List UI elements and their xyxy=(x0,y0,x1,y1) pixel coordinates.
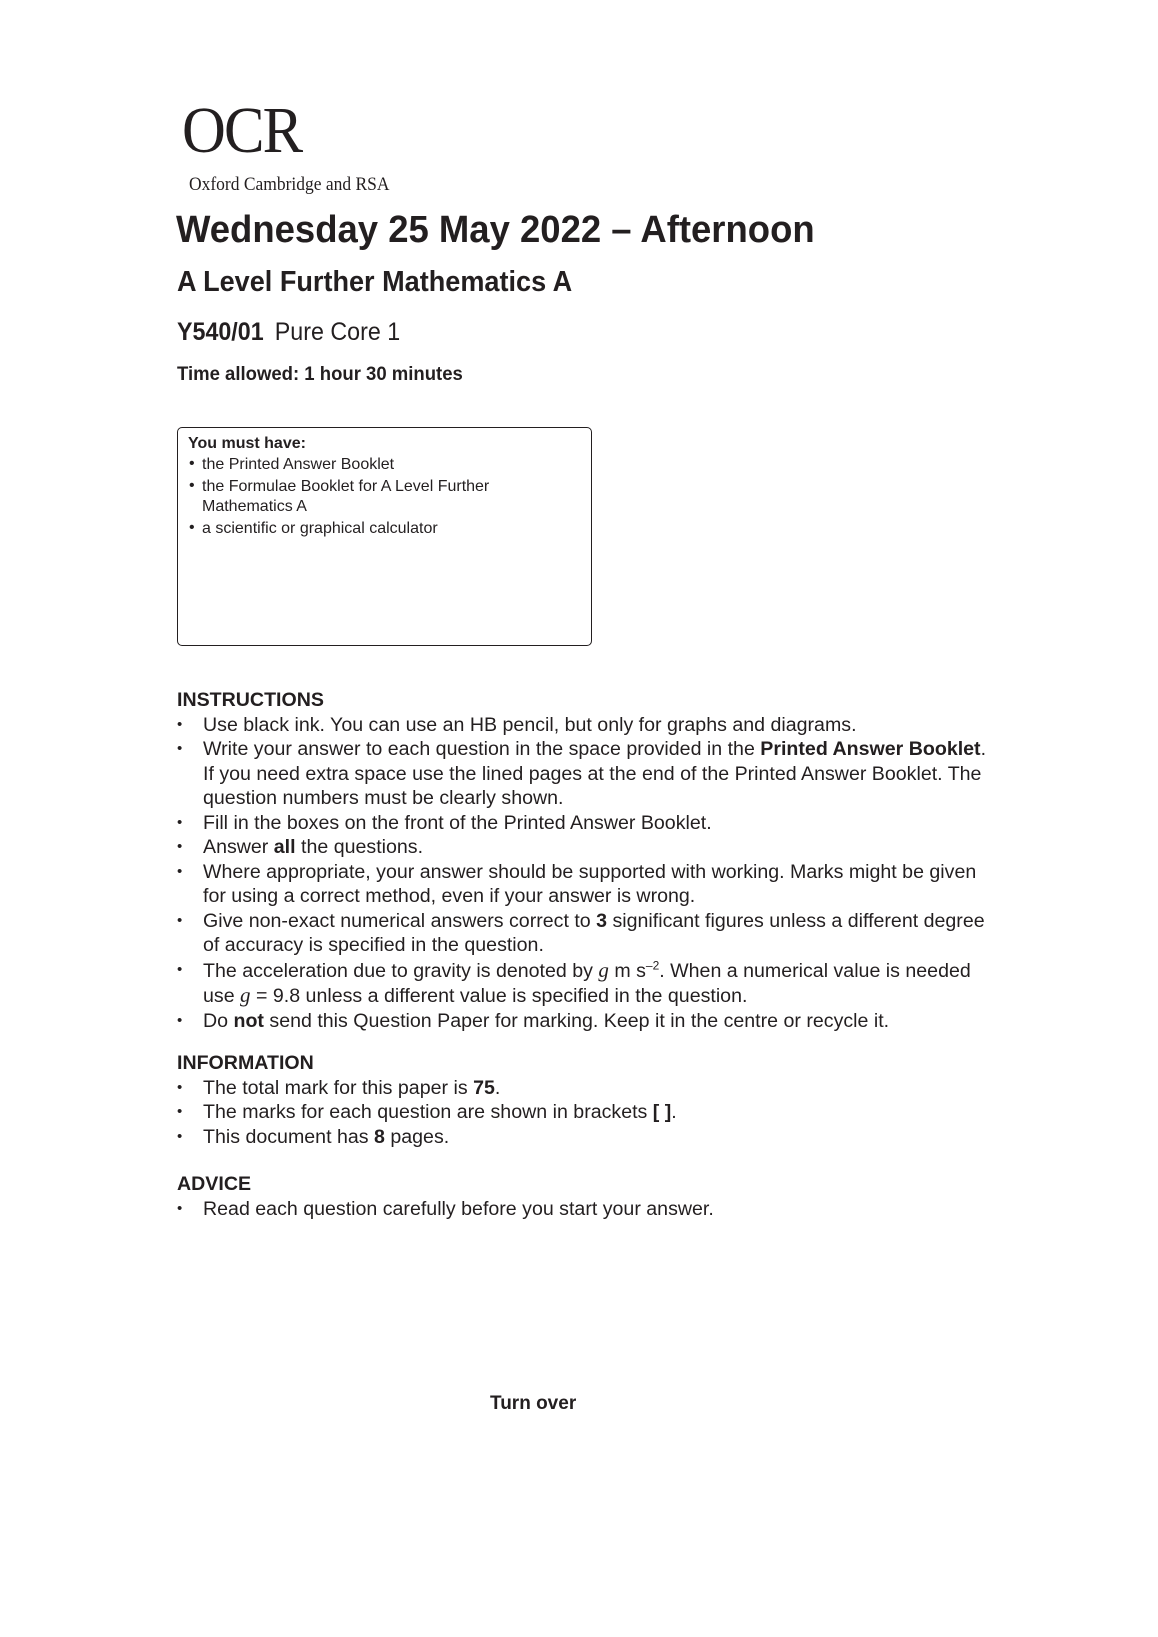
text: . If you need extra space use the lined pages at the end of the Printed Answer Booklet. The question numbers must be clearly shown. xyxy=(203,738,987,809)
bullet-list xyxy=(177,1076,997,1150)
paper-code: Y540/01 xyxy=(177,318,264,346)
list-item xyxy=(177,1009,997,1034)
text: send this Question Paper for marking. Keep it in the centre or recycle it. xyxy=(263,1009,890,1032)
bold-text: Printed Answer Booklet xyxy=(760,738,981,760)
bullet-list xyxy=(177,1197,997,1222)
list-item xyxy=(177,860,997,909)
text: Fill in the boxes on the front of the Printed Answer Booklet. xyxy=(203,811,712,834)
bold-text: all xyxy=(273,836,296,858)
text: = 9.8 unless a different value is specified in the question. xyxy=(250,985,748,1007)
exam-date-title: Wednesday 25 May 2022 – Afternoon xyxy=(176,209,815,251)
text: Write your answer to each question in the space provided in the xyxy=(203,738,761,760)
text: Read each question carefully before you start your answer. xyxy=(203,1197,714,1220)
text: This document has xyxy=(203,1125,374,1148)
qualification-title: A Level Further Mathematics A xyxy=(177,266,573,298)
list-item xyxy=(177,835,997,860)
paper-name: Pure Core 1 xyxy=(274,318,401,346)
must-have-box xyxy=(177,427,592,646)
text: m s xyxy=(608,959,646,982)
bold-text: 3 xyxy=(596,909,608,932)
list-item xyxy=(177,811,997,836)
text: . xyxy=(671,1101,677,1123)
paper-code-line xyxy=(177,318,400,347)
instructions-section xyxy=(177,688,997,1033)
list-item xyxy=(177,1100,997,1125)
text: Do xyxy=(203,1009,234,1032)
list-item xyxy=(177,958,997,1009)
section-heading: INFORMATION xyxy=(177,1052,314,1074)
must-have-list xyxy=(188,455,581,539)
text: . xyxy=(494,1076,501,1099)
bold-text: not xyxy=(233,1009,264,1032)
turn-over: Turn over xyxy=(490,1393,577,1414)
text: The acceleration due to gravity is denoted by xyxy=(203,959,599,982)
advice-section xyxy=(177,1172,997,1221)
list-item xyxy=(177,909,997,958)
list-item xyxy=(177,1197,997,1222)
text: the questions. xyxy=(295,836,424,858)
math-variable: g xyxy=(240,983,251,1007)
text: Answer xyxy=(203,836,274,858)
bold-text: 75 xyxy=(473,1076,495,1099)
bullet-list xyxy=(177,713,997,1034)
text: Where appropriate, your answer should be supported with working. Marks might be given for using a correct method, even if your answer is wrong. xyxy=(203,860,977,907)
text: . When a numerical value is needed use xyxy=(203,959,971,1007)
information-section xyxy=(177,1051,997,1149)
bold-text: 8 xyxy=(374,1125,385,1148)
list-item xyxy=(177,713,997,738)
text: pages. xyxy=(384,1125,450,1148)
time-allowed: Time allowed: 1 hour 30 minutes xyxy=(177,363,463,385)
text: Use black ink. You can use an HB pencil, but only for graphs and diagrams. xyxy=(203,713,857,736)
ocr-logo: OCR xyxy=(182,94,302,167)
must-have-item: • the Formulae Booklet for A Level Further Mathematics A xyxy=(188,477,502,518)
text: significant figures unless a different degree of accuracy is specified in the question. xyxy=(203,909,985,956)
text: The marks for each question are shown in brackets xyxy=(203,1101,653,1123)
superscript: –2 xyxy=(645,957,660,972)
list-item xyxy=(177,737,997,811)
bold-text: [ ] xyxy=(652,1101,672,1123)
must-have-heading: You must have: xyxy=(188,435,306,452)
list-item xyxy=(177,1125,997,1150)
section-heading: ADVICE xyxy=(177,1173,252,1195)
must-have-item: • the Printed Answer Booklet xyxy=(188,455,581,476)
ocr-logo-subtitle: Oxford Cambridge and RSA xyxy=(189,174,390,195)
must-have-item: • a scientific or graphical calculator xyxy=(188,519,581,540)
text: The total mark for this paper is xyxy=(203,1076,474,1099)
section-heading: INSTRUCTIONS xyxy=(177,689,324,711)
text: Give non-exact numerical answers correct to xyxy=(203,909,597,932)
list-item xyxy=(177,1076,997,1101)
math-variable: g xyxy=(598,957,609,982)
